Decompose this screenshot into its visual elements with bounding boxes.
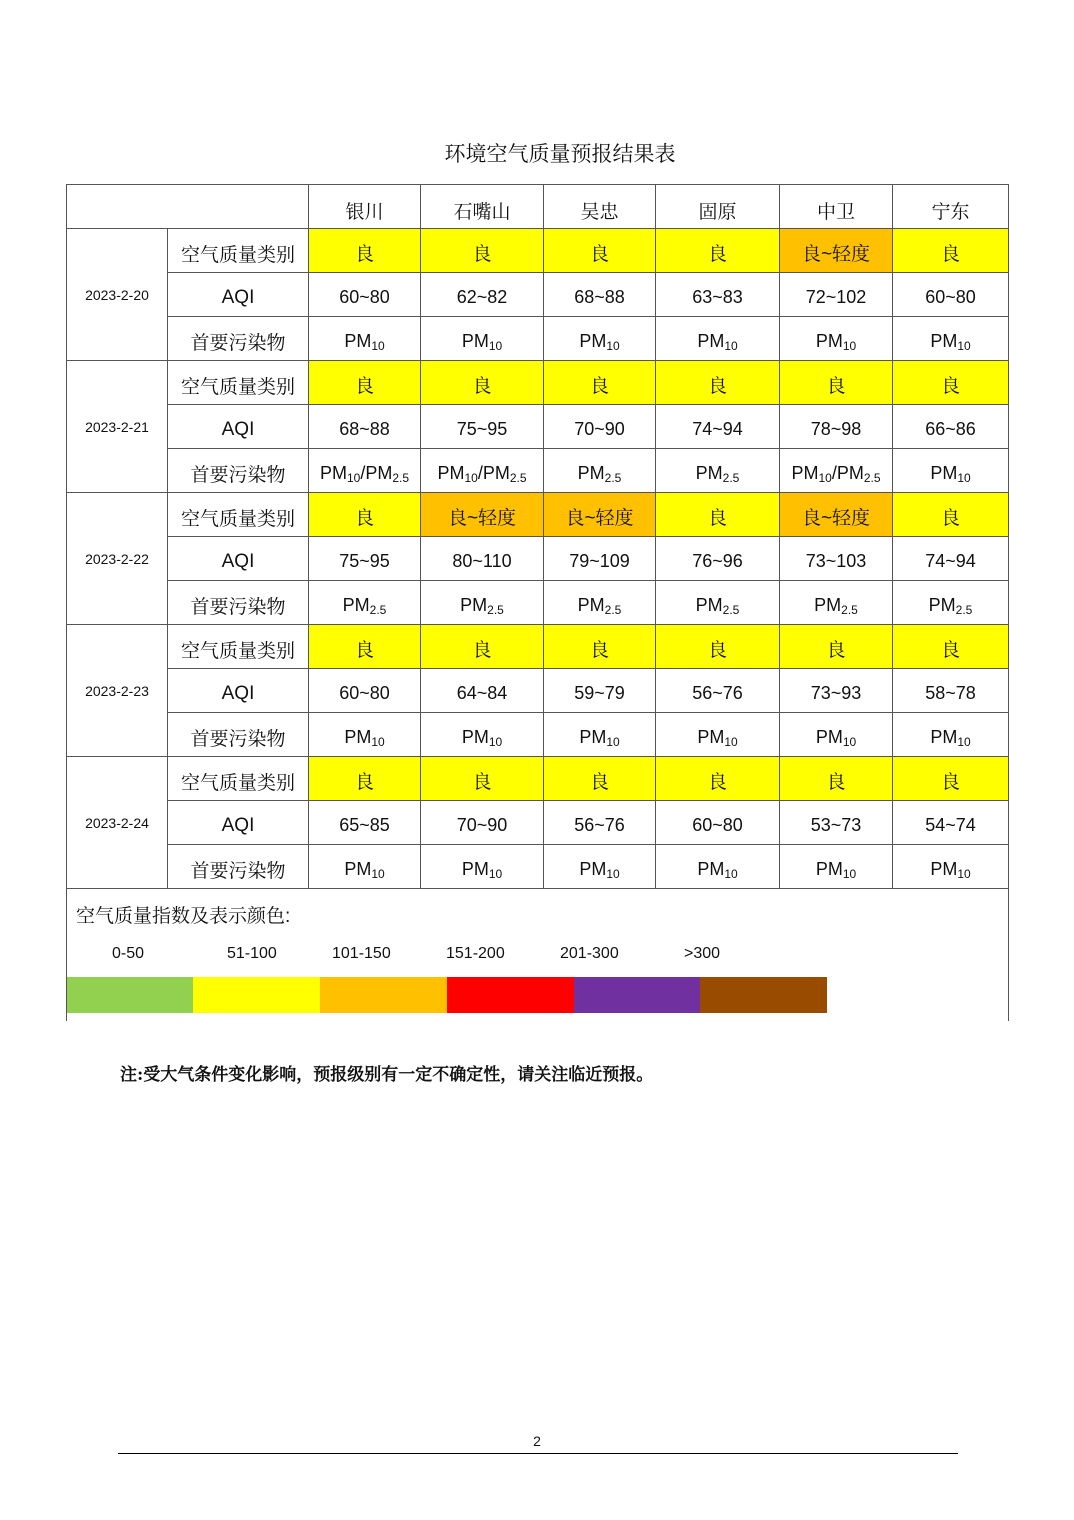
aqi-cell: 60~80 — [656, 801, 780, 845]
legend-range-label: 51-100 — [227, 945, 277, 962]
pollutant-cell: $PM_{10}$ — [656, 713, 780, 757]
category-cell: 良 — [780, 625, 893, 669]
row-label-aqi: AQI — [168, 669, 309, 713]
legend-color-swatch — [447, 977, 574, 1013]
category-cell: 良 — [656, 625, 780, 669]
aqi-cell: 70~90 — [421, 801, 544, 845]
aqi-row — [67, 405, 1009, 449]
aqi-row — [67, 273, 1009, 317]
aqi-cell: 76~96 — [656, 537, 780, 581]
aqi-cell: 64~84 — [421, 669, 544, 713]
category-cell: 良 — [893, 229, 1009, 273]
category-cell: 良 — [421, 361, 544, 405]
row-label-category: 空气质量类别 — [168, 757, 309, 801]
category-row — [67, 493, 1009, 537]
aqi-row — [67, 669, 1009, 713]
row-label-pollutant: 首要污染物 — [168, 449, 309, 493]
pollutant-cell: $PM_{2.5}$ — [544, 449, 656, 493]
aqi-cell: 68~88 — [309, 405, 421, 449]
row-label-pollutant: 首要污染物 — [168, 845, 309, 889]
category-cell: 良 — [544, 361, 656, 405]
pollutant-row — [67, 449, 1009, 493]
category-cell: 良 — [656, 757, 780, 801]
aqi-cell: 63~83 — [656, 273, 780, 317]
category-cell: 良 — [656, 361, 780, 405]
category-cell: 良 — [544, 229, 656, 273]
category-cell: 良 — [421, 625, 544, 669]
legend-color-swatch — [574, 977, 700, 1013]
forecast-date: 2023-2-21 — [67, 361, 168, 493]
legend-color-swatch — [193, 977, 320, 1013]
forecast-table — [66, 184, 1009, 1021]
legend-color-swatch — [320, 977, 447, 1013]
pollutant-cell: $PM_{10}$ — [893, 317, 1009, 361]
pollutant-row — [67, 317, 1009, 361]
pollutant-cell: $PM_{10}$ — [544, 713, 656, 757]
aqi-cell: 73~103 — [780, 537, 893, 581]
category-cell: 良 — [421, 229, 544, 273]
pollutant-cell: $PM_{10}$ — [421, 845, 544, 889]
legend-range-label: 0-50 — [112, 945, 145, 962]
city-header: 吴忠 — [544, 185, 656, 229]
pollutant-cell: $PM_{10}/PM_{2.5}$ — [309, 449, 421, 493]
aqi-cell: 60~80 — [893, 273, 1009, 317]
pollutant-cell: $PM_{10}$ — [309, 713, 421, 757]
row-label-category: 空气质量类别 — [168, 361, 309, 405]
row-label-aqi: AQI — [168, 537, 309, 581]
pollutant-cell: $PM_{10}$ — [780, 713, 893, 757]
aqi-cell: 65~85 — [309, 801, 421, 845]
aqi-cell: 59~79 — [544, 669, 656, 713]
category-cell: 良 — [421, 757, 544, 801]
header-blank-cell — [67, 185, 309, 229]
category-cell: 良 — [544, 757, 656, 801]
city-header: 中卫 — [780, 185, 893, 229]
category-cell: 良 — [544, 625, 656, 669]
row-label-pollutant: 首要污染物 — [168, 581, 309, 625]
row-label-category: 空气质量类别 — [168, 493, 309, 537]
forecast-date: 2023-2-22 — [67, 493, 168, 625]
aqi-legend — [67, 889, 1009, 1021]
aqi-cell: 79~109 — [544, 537, 656, 581]
category-cell: 良 — [656, 229, 780, 273]
category-cell: 良 — [309, 757, 421, 801]
row-label-category: 空气质量类别 — [168, 229, 309, 273]
category-cell: 良 — [893, 625, 1009, 669]
row-label-aqi: AQI — [168, 405, 309, 449]
aqi-cell: 66~86 — [893, 405, 1009, 449]
row-label-aqi: AQI — [168, 273, 309, 317]
page-number: 2 — [533, 1433, 541, 1449]
pollutant-cell: $PM_{2.5}$ — [656, 449, 780, 493]
aqi-cell: 60~80 — [309, 669, 421, 713]
pollutant-cell: $PM_{10}$ — [656, 845, 780, 889]
legend-row — [67, 889, 1009, 1021]
category-cell: 良 — [309, 493, 421, 537]
aqi-cell: 72~102 — [780, 273, 893, 317]
category-cell: 良~轻度 — [421, 493, 544, 537]
pollutant-cell: $PM_{10}/PM_{2.5}$ — [421, 449, 544, 493]
category-cell: 良 — [893, 757, 1009, 801]
category-cell: 良 — [893, 361, 1009, 405]
pollutant-row — [67, 845, 1009, 889]
forecast-date: 2023-2-23 — [67, 625, 168, 757]
header-row — [67, 185, 1009, 229]
aqi-cell: 75~95 — [309, 537, 421, 581]
aqi-cell: 53~73 — [780, 801, 893, 845]
pollutant-cell: $PM_{10}$ — [544, 317, 656, 361]
pollutant-cell: $PM_{10}$ — [309, 845, 421, 889]
forecast-date: 2023-2-24 — [67, 757, 168, 889]
category-cell: 良 — [893, 493, 1009, 537]
pollutant-cell: $PM_{10}$ — [309, 317, 421, 361]
aqi-cell: 80~110 — [421, 537, 544, 581]
pollutant-cell: $PM_{2.5}$ — [421, 581, 544, 625]
aqi-cell: 74~94 — [893, 537, 1009, 581]
pollutant-cell: $PM_{2.5}$ — [309, 581, 421, 625]
pollutant-cell: $PM_{10}$ — [893, 713, 1009, 757]
category-row — [67, 361, 1009, 405]
aqi-cell: 70~90 — [544, 405, 656, 449]
pollutant-cell: $PM_{10}$ — [893, 845, 1009, 889]
pollutant-cell: $PM_{10}$ — [421, 713, 544, 757]
category-row — [67, 229, 1009, 273]
category-cell: 良 — [780, 361, 893, 405]
category-cell: 良 — [309, 361, 421, 405]
aqi-cell: 73~93 — [780, 669, 893, 713]
aqi-cell: 75~95 — [421, 405, 544, 449]
pollutant-cell: $PM_{2.5}$ — [780, 581, 893, 625]
aqi-cell: 78~98 — [780, 405, 893, 449]
footer-rule — [118, 1453, 958, 1454]
row-label-pollutant: 首要污染物 — [168, 713, 309, 757]
row-label-aqi: AQI — [168, 801, 309, 845]
legend-title: 空气质量指数及表示颜色: — [76, 906, 291, 927]
pollutant-cell: $PM_{2.5}$ — [544, 581, 656, 625]
legend-color-swatch — [700, 977, 827, 1013]
pollutant-cell: $PM_{10}/PM_{2.5}$ — [780, 449, 893, 493]
aqi-row — [67, 537, 1009, 581]
aqi-cell: 54~74 — [893, 801, 1009, 845]
legend-range-label: 201-300 — [560, 945, 619, 962]
aqi-cell: 56~76 — [656, 669, 780, 713]
forecast-date: 2023-2-20 — [67, 229, 168, 361]
aqi-cell: 58~78 — [893, 669, 1009, 713]
pollutant-cell: $PM_{10}$ — [421, 317, 544, 361]
row-label-category: 空气质量类别 — [168, 625, 309, 669]
aqi-cell: 62~82 — [421, 273, 544, 317]
legend-range-label: 151-200 — [446, 945, 505, 962]
category-cell: 良 — [656, 493, 780, 537]
forecast-note: 注:受大气条件变化影响，预报级别有一定不确定性，请关注临近预报。 — [120, 1065, 654, 1085]
table-title: 环境空气质量预报结果表 — [444, 143, 676, 166]
aqi-cell: 74~94 — [656, 405, 780, 449]
pollutant-cell: $PM_{2.5}$ — [893, 581, 1009, 625]
category-row — [67, 625, 1009, 669]
aqi-cell: 68~88 — [544, 273, 656, 317]
legend-range-label: 101-150 — [332, 945, 391, 962]
pollutant-cell: $PM_{10}$ — [656, 317, 780, 361]
category-cell: 良~轻度 — [780, 229, 893, 273]
pollutant-cell: $PM_{10}$ — [544, 845, 656, 889]
city-header: 石嘴山 — [421, 185, 544, 229]
legend-color-swatch — [67, 977, 193, 1013]
aqi-row — [67, 801, 1009, 845]
city-header: 固原 — [656, 185, 780, 229]
category-row — [67, 757, 1009, 801]
category-cell: 良 — [309, 229, 421, 273]
pollutant-cell: $PM_{10}$ — [893, 449, 1009, 493]
category-cell: 良 — [780, 757, 893, 801]
aqi-cell: 60~80 — [309, 273, 421, 317]
row-label-pollutant: 首要污染物 — [168, 317, 309, 361]
city-header: 银川 — [309, 185, 421, 229]
pollutant-row — [67, 581, 1009, 625]
city-header: 宁东 — [893, 185, 1009, 229]
pollutant-cell: $PM_{10}$ — [780, 845, 893, 889]
legend-range-label: >300 — [684, 945, 721, 962]
aqi-cell: 56~76 — [544, 801, 656, 845]
category-cell: 良~轻度 — [780, 493, 893, 537]
category-cell: 良 — [309, 625, 421, 669]
pollutant-row — [67, 713, 1009, 757]
category-cell: 良~轻度 — [544, 493, 656, 537]
pollutant-cell: $PM_{2.5}$ — [656, 581, 780, 625]
pollutant-cell: $PM_{10}$ — [780, 317, 893, 361]
